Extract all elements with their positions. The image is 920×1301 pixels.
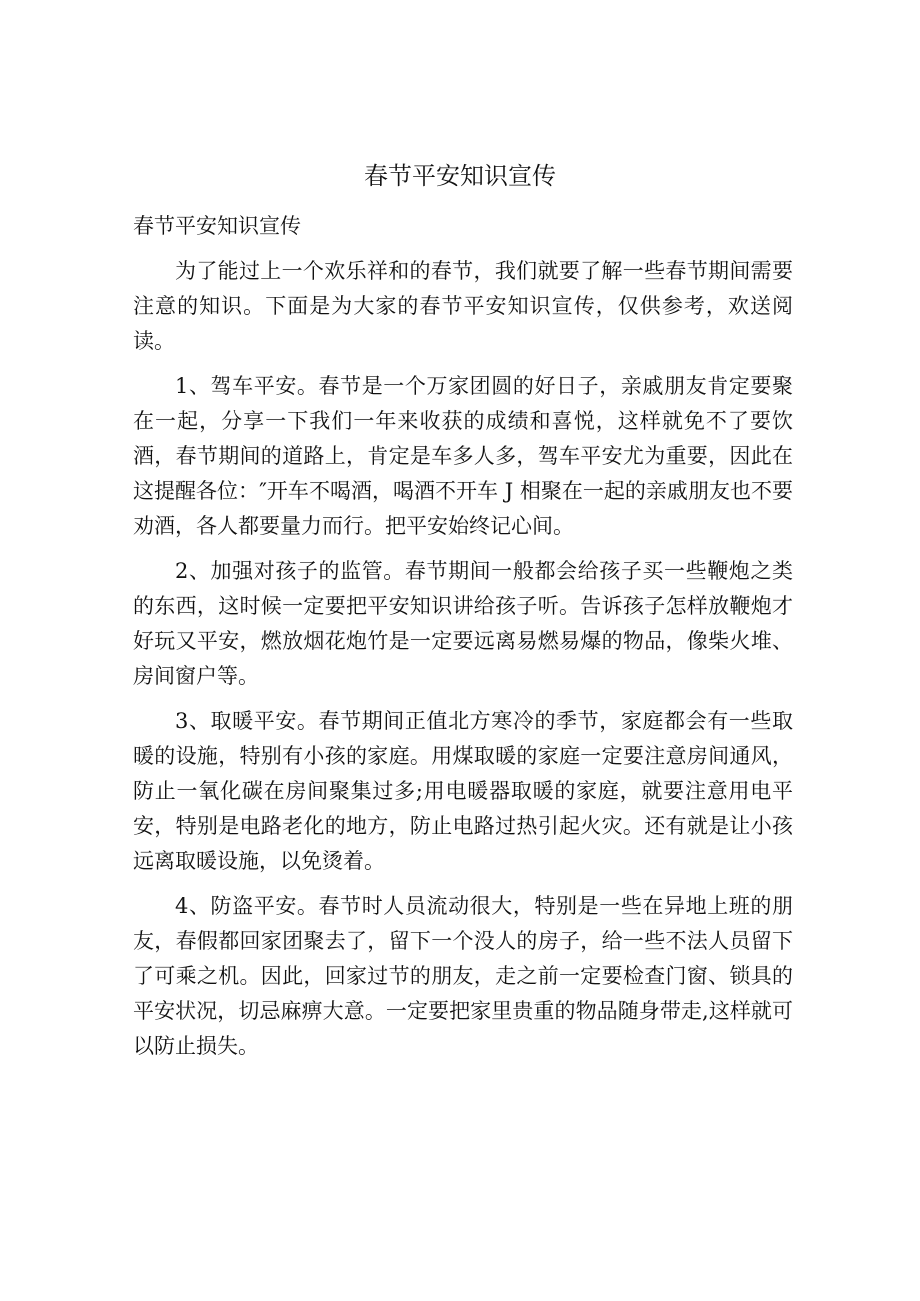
paragraph-theft-prevention: 4、防盗平安。春节时人员流动很大，特别是一些在异地上班的朋友，春假都回家团聚去了，留下一个没人的房子，给一些不法人员留下了可乘之机。因此，回家过节的朋友，走之前一定要检查门窗、锁具的平安状况，切忌麻痹大意。一定要把家里贵重的物品随身带走,这样就可以防止损失。	[133, 894, 793, 1058]
page-title: 春节平安知识宣传	[364, 162, 556, 190]
document-body	[133, 209, 793, 1074]
paragraph-intro: 为了能过上一个欢乐祥和的春节，我们就要了解一些春节期间需要注意的知识。下面是为大家的春节平安知识宣传，仅供参考，欢送阅读。	[133, 259, 793, 353]
paragraph-child-supervision: 2、加强对孩子的监管。春节期间一般都会给孩子买一些鞭炮之类的东西，这时候一定要把平安知识讲给孩子听。告诉孩子怎样放鞭炮才好玩又平安，燃放烟花炮竹是一定要远离易燃易爆的物品，像柴火堆、房间窗户等。	[133, 559, 793, 688]
document-subtitle: 春节平安知识宣传	[133, 214, 301, 238]
paragraph-driving-safety: 1、驾车平安。春节是一个万家团圆的好日子，亲戚朋友肯定要聚在一起，分享一下我们一年来收获的成绩和喜悦，这样就免不了要饮酒，春节期间的道路上，肯定是车多人多，驾车平安尤为重要，因此在这提醒各位：″开车不喝酒，喝酒不开车 J 相聚在一起的亲戚朋友也不要劝酒，各人都要量力而行。把平安始终记心间。	[133, 374, 793, 538]
paragraph-heating-safety: 3、取暖平安。春节期间正值北方寒冷的季节，家庭都会有一些取暖的设施，特别有小孩的家庭。用煤取暖的家庭一定要注意房间通风，防止一氧化碳在房间聚集过多;用电暖器取暖的家庭，就要注意用电平安，特别是电路老化的地方，防止电路过热引起火灾。还有就是让小孩远离取暖设施，以免烫着。	[133, 709, 793, 873]
